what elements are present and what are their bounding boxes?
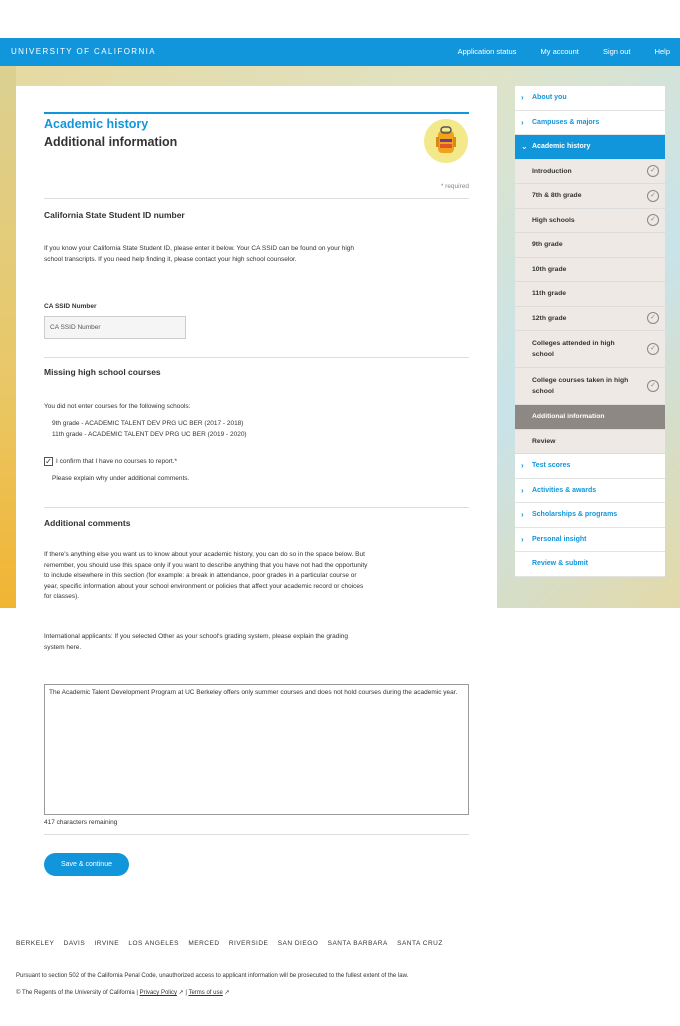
copyright-text: © The Regents of the University of California | [16,990,138,996]
check-circle-icon: ✓ [647,190,659,202]
nav-help[interactable]: Help [654,47,670,56]
footer-campus-link[interactable]: SANTA CRUZ [397,940,443,947]
sidebar-sub-review[interactable] [515,430,665,455]
footer-campus-link[interactable]: BERKELEY [16,940,55,947]
sidebar-sub-high-schools[interactable] [515,209,665,234]
chevron-down-icon: ⌄ [521,142,528,151]
sidebar-item-test-scores[interactable] [515,454,665,479]
chevron-right-icon: › [521,461,524,470]
ssid-input[interactable]: CA SSID Number [44,316,186,339]
external-link-icon: ↗ [178,990,184,996]
footer-campus-link[interactable]: SAN DIEGO [277,940,319,947]
explain-note: Please explain why under additional comments. [52,475,190,482]
comments-title: Additional comments [44,518,131,528]
background-edge [0,66,16,608]
chevron-right-icon: › [521,485,524,495]
sidebar-item-about-you[interactable] [515,86,665,111]
sidebar-item-label: Review & submit [532,560,589,567]
footer-campus-link[interactable]: IRVINE [94,940,120,947]
privacy-policy-link[interactable]: Privacy Policy [139,990,177,996]
external-link-icon: ↗ [224,990,230,996]
sidebar-sub-9th-grade[interactable] [515,233,665,258]
sidebar-sub-7th-8th-grade[interactable] [515,184,665,209]
sidebar-sub-12th-grade[interactable] [515,307,665,332]
sidebar-sub-label: 12th grade [532,314,567,322]
check-circle-icon: ✓ [647,312,659,324]
nav-sign-out[interactable]: Sign out [602,47,631,56]
sidebar-sub-additional-information[interactable] [515,405,665,430]
divider [44,507,469,508]
separator: | [185,990,187,996]
sidebar-sub-colleges-attended[interactable] [515,331,665,368]
divider [44,357,469,358]
sidebar-item-label: Academic history [532,143,591,150]
comments-description: If there's anything else you want us to know about your academic history, you can do so in the space below. But remember, you should use this space only if you want to describe anything that you have not had the opportunity to include elsewhere in this section (for example: a break in attendance, poor grades in a particular course or year, specific information about your school environment or policies that affect your academic record or choices for classes). [44,551,368,600]
sidebar-item-label: About you [532,94,567,101]
section-title: Academic history [44,117,149,131]
sidebar-sub-label: Review [532,437,556,445]
sidebar-item-activities-awards[interactable] [515,479,665,504]
comments-textarea[interactable]: The Academic Talent Development Program at UC Berkeley offers only summer courses and does not hold courses during the academic year. [44,684,469,815]
brand-logo[interactable]: UNIVERSITY OF CALIFORNIA [11,47,157,56]
header-rule [44,112,469,114]
sidebar-sub-label: 11th grade [532,290,566,298]
nav-application-status[interactable]: Application status [457,47,517,56]
chevron-right-icon: › [521,93,524,102]
sidebar-item-label: Scholarships & programs [532,511,618,518]
chevron-right-icon: › [521,117,524,127]
sidebar-nav [515,86,665,577]
sidebar-item-label: Personal insight [532,535,587,543]
check-circle-icon: ✓ [647,165,659,177]
sidebar-sub-college-courses[interactable] [515,368,665,405]
sidebar-sub-label: 10th grade [532,265,567,273]
sidebar-sub-label: Colleges attended in high school [532,340,615,358]
sidebar-sub-11th-grade[interactable] [515,282,665,307]
footer-campus-list [16,940,450,947]
divider [44,834,469,835]
terms-of-use-link[interactable]: Terms of use [188,990,223,996]
footer-campus-link[interactable]: MERCED [188,940,220,947]
legal-notice: Pursuant to section 502 of the California Penal Code, unauthorized access to applicant information will be prosecuted to the fullest extent of the law. [16,973,409,979]
ssid-label: CA SSID Number [44,303,97,310]
sidebar-sub-label: Additional information [532,413,605,421]
ssid-title: California State Student ID number [44,210,185,220]
footer-campus-link[interactable]: RIVERSIDE [228,940,269,947]
missing-intro: You did not enter courses for the following schools: [44,403,191,410]
confirm-label: I confirm that I have no courses to report.* [56,458,178,465]
missing-title: Missing high school courses [44,367,161,377]
save-continue-button[interactable]: Save & continue [44,853,129,876]
backpack-icon [424,119,468,163]
sidebar-sub-label: College courses taken in high school [532,377,629,395]
page-title: Additional information [44,135,178,149]
footer-campus-link[interactable]: SANTA BARBARA [327,940,388,947]
main-card [16,86,497,1026]
sidebar-item-label: Test scores [532,462,571,469]
nav-my-account[interactable]: My account [540,47,579,56]
sidebar-sub-label: High schools [532,216,575,224]
missing-school-11th: 11th grade - ACADEMIC TALENT DEV PRG UC BER (2019 - 2020) [52,431,247,438]
sidebar-item-label: Activities & awards [532,486,597,494]
required-note: * required [440,183,469,190]
sidebar-item-campuses-majors[interactable] [515,111,665,136]
sidebar-item-personal-insight[interactable] [515,528,665,553]
international-note: International applicants: If you selected Other as your school's grading system, please explain the grading system here. [44,633,349,651]
check-circle-icon: ✓ [647,380,659,392]
sidebar-sub-label: 9th grade [532,241,563,249]
check-circle-icon: ✓ [647,214,659,226]
chevron-right-icon: › [521,510,524,519]
chevron-right-icon: › [521,534,524,544]
footer-campus-link[interactable]: DAVIS [63,940,86,947]
divider [44,198,469,199]
top-navbar [0,38,680,66]
sidebar-item-review-submit[interactable] [515,552,665,577]
footer-copyright-row [16,989,230,996]
top-spacer [0,0,680,38]
sidebar-item-scholarships-programs[interactable] [515,503,665,528]
sidebar-item-academic-history[interactable] [515,135,665,160]
check-circle-icon: ✓ [647,343,659,355]
sidebar-sub-label: Introduction [532,167,572,175]
footer-campus-link[interactable]: LOS ANGELES [128,940,180,947]
ssid-description: If you know your California State Student ID, please enter it below. Your CA SSID can be found on your high school transcripts. If you need help finding it, please contact your high school counselor. [44,245,355,263]
sidebar-item-label: Campuses & majors [532,118,600,126]
characters-remaining: 417 characters remaining [44,819,118,826]
sidebar-sub-introduction[interactable] [515,160,665,185]
nav-links [436,47,670,56]
missing-school-9th: 9th grade - ACADEMIC TALENT DEV PRG UC BER (2017 - 2018) [52,420,244,427]
sidebar-sub-10th-grade[interactable] [515,258,665,283]
confirm-checkbox[interactable]: ✓ [45,457,52,466]
sidebar-sub-label: 7th & 8th grade [532,192,582,200]
